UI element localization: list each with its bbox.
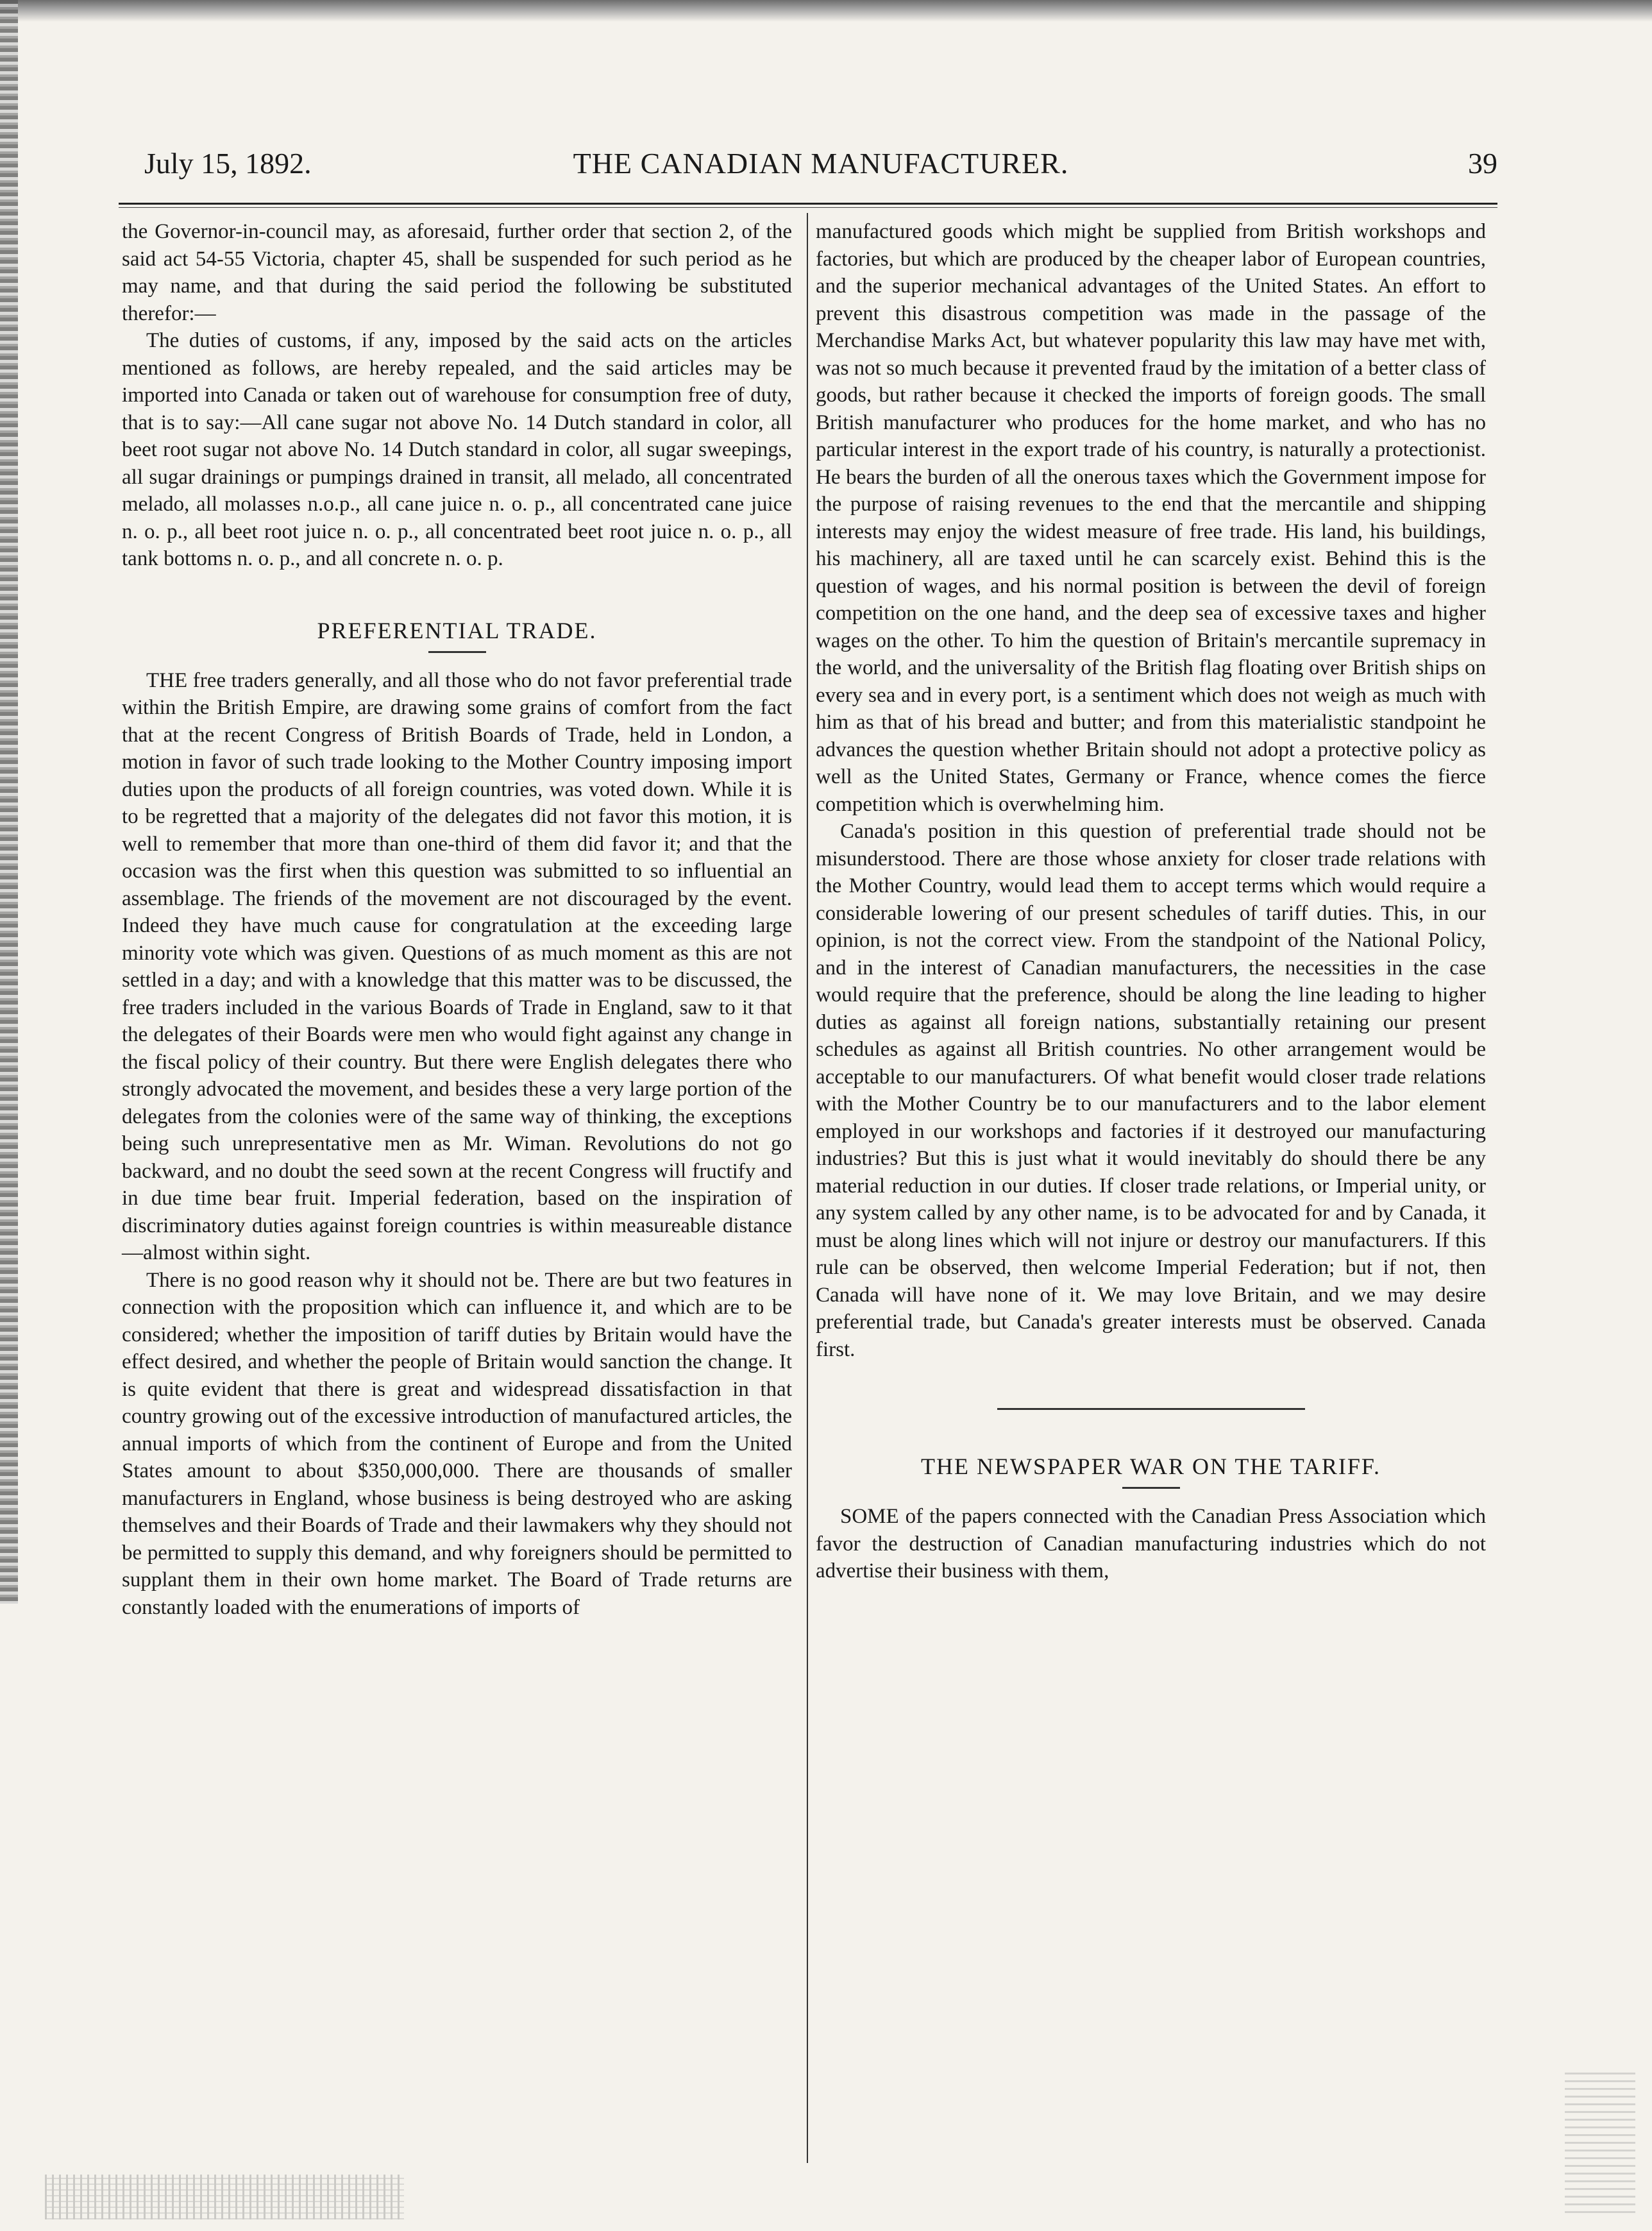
scan-left-edge [0, 0, 18, 1604]
header-rule [119, 203, 1497, 205]
publication-title: THE CANADIAN MANUFACTURER. [573, 147, 1069, 180]
scan-right-noise [1565, 2072, 1635, 2213]
issue-date: July 15, 1892. [144, 147, 312, 180]
scan-top-edge [0, 0, 1652, 22]
header-rule-thin [119, 207, 1497, 208]
heading-rule [1122, 1487, 1180, 1489]
intro-paragraph: The duties of customs, if any, imposed by the said acts on the articles mentioned as follows, are hereby repealed, and the said articles may be imported into Canada or taken out of warehouse for consumption free of duty, that is to say:—All cane sugar not above No. 14 Dutch standard in color, all beet root sugar not above No. 14 Dutch standard in color, all sugar sweepings, all sugar drainings or pumpings drained in transit, all melado, all concentrated melado, all molasses n.o.p., all cane juice n. o. p., all concentrated cane juice n. o. p., all beet root juice n. o. p., all concentrated beet root juice n. o. p., all tank bottoms n. o. p., and all concrete n. o. p. [122, 329, 792, 570]
intro-paragraph: the Governor-in-council may, as aforesaid, further order that section 2, of the said act 54-55 Victoria, chapter 45, shall be suspended for such period as he may name, and that during the said period the following be substituted therefor:— [122, 220, 792, 325]
article-heading-newspaper-war: THE NEWSPAPER WAR ON THE TARIFF. [921, 1454, 1381, 1479]
section-separator [997, 1408, 1305, 1410]
article-heading-preferential-trade: PREFERENTIAL TRADE. [317, 617, 597, 643]
heading-rule [428, 651, 486, 653]
article-paragraph: Canada's position in this question of preferential trade should not be misunderstood. There are those whose anxiety for closer trade relations with the Mother Country, would lead them to accept terms which would require a considerable lowering of our present schedules of tariff duties. This, in our opinion, is not the correct view. From the standpoint of the National Policy, and in the interest of Canadian manufacturers, the necessities in the case would require that the preference, should be along the line leading to higher duties as against all foreign nations, substantially retaining our present schedules as against all British countries. No other arrangement would be acceptable to our manufacturers. Of what benefit would closer trade relations with the Mother Country be to our manufacturers and to the labor element employed in our workshops and factories if it destroyed our manufacturing industries? But this is just what it would inevitably do should there be any material reduction in our duties. If closer trade relations, or Imperial unity, or any system called by any other name, is to be advocated for and by Canada, it must be along lines which will not injure or destroy our manufacturers. If this rule can be observed, then welcome Imperial Federation; but if not, then Canada will have none of it. We may love Britain, and we may desire preferential trade, but Canada's greater interests must be observed. Canada first. [816, 820, 1486, 1361]
scan-bottom-noise [45, 2175, 404, 2219]
page-header [144, 146, 1497, 191]
article-paragraph: manufactured goods which might be supplied from British workshops and factories, but which are produced by the cheaper labor of European countries, and the superior mechanical advantages of the United States. An effort to prevent this disastrous competition was made in the passage of the Merchandise Marks Act, but whatever popularity this law may have met with, was not so much because it prevented fraud by the imitation of a better class of goods, but rather because it checked the imports of foreign goods. The small British manufacturer who produces for the home market, and who has no particular interest in the export trade of his country, is naturally a protectionist. He bears the burden of all the onerous taxes which the Government impose for the purpose of raising revenues to the end that the mercantile and shipping interests may enjoy the widest measure of free trade. His land, his buildings, his machinery, all are taxed until he can scarcely exist. Behind this is the question of wages, and his normal position is between the devil of foreign competition on the one hand, and the deep sea of excessive taxes and higher wages on the other. To him the question of Britain's mercantile supremacy in the world, and the universality of the British flag floating over British ships on every sea and in every port, is a sentiment which does not weigh as much with him as that of his bread and butter; and from this materialistic standpoint he advances the question whether Britain should not adopt a protective policy as well as the United States, Germany or France, whence comes the fierce competition which is overwhelming him. [816, 220, 1486, 816]
page-number: 39 [1468, 147, 1497, 180]
article-paragraph: SOME of the papers connected with the Canadian Press Association which favor the destruction of Canadian manufacturing industries which do not advertise their business with them, [816, 1505, 1486, 1582]
left-column [122, 218, 792, 1621]
article-paragraph: There is no good reason why it should not be. There are but two features in connection with the proposition which can influence it, and which are to be considered; whether the imposition of tariff duties by Britain would have the effect desired, and whether the people of Britain would sanction the change. It is quite evident that there is great and widespread dissatisfaction in that country growing out of the excessive introduction of manufactured articles, the annual imports of which from the continent of Europe and from the United States amount to about $350,000,000. There are thousands of smaller manufacturers in England, whose business is being destroyed who are asking themselves and their Boards of Trade and their lawmakers why they should not be permitted to supply this demand, and why foreigners should be permitted to supplant them in their own home market. The Board of Trade returns are constantly loaded with the enumerations of imports of [122, 1268, 792, 1619]
right-column [816, 218, 1486, 1585]
article-paragraph: THE free traders generally, and all those who do not favor preferential trade within the British Empire, are drawing some grains of comfort from the fact that at the recent Congress of British Boards of Trade, held in London, a motion in favor of such trade looking to the Mother Country imposing import duties upon the products of all foreign countries, was voted down. While it is to be regretted that a majority of the delegates did not favor this motion, it is well to remember that more than one-third of them did favor it; and that the occasion was the first when this question was submitted to so influential an assemblage. The friends of the movement are not discouraged by the event. Indeed they have much cause for congratulation at the exceeding large minority vote which was given. Questions of as much moment as this are not settled in a day; and with a knowledge that this matter was to be discussed, the free traders included in the various Boards of Trade in England, saw to it that the delegates of their Boards were men who would fight against any change in the fiscal policy of their country. But there were English delegates there who strongly advocated the movement, and besides these a very large portion of the delegates from the colonies were of the same way of thinking, the exceptions being such unrepresentative men as Mr. Wiman. Revolutions do not go backward, and no doubt the seed sown at the recent Congress will fructify and in due time bear fruit. Imperial federation, based on the inspiration of discriminatory duties against foreign countries is within measureable distance—almost within sight. [122, 668, 792, 1264]
column-divider [807, 213, 808, 2163]
